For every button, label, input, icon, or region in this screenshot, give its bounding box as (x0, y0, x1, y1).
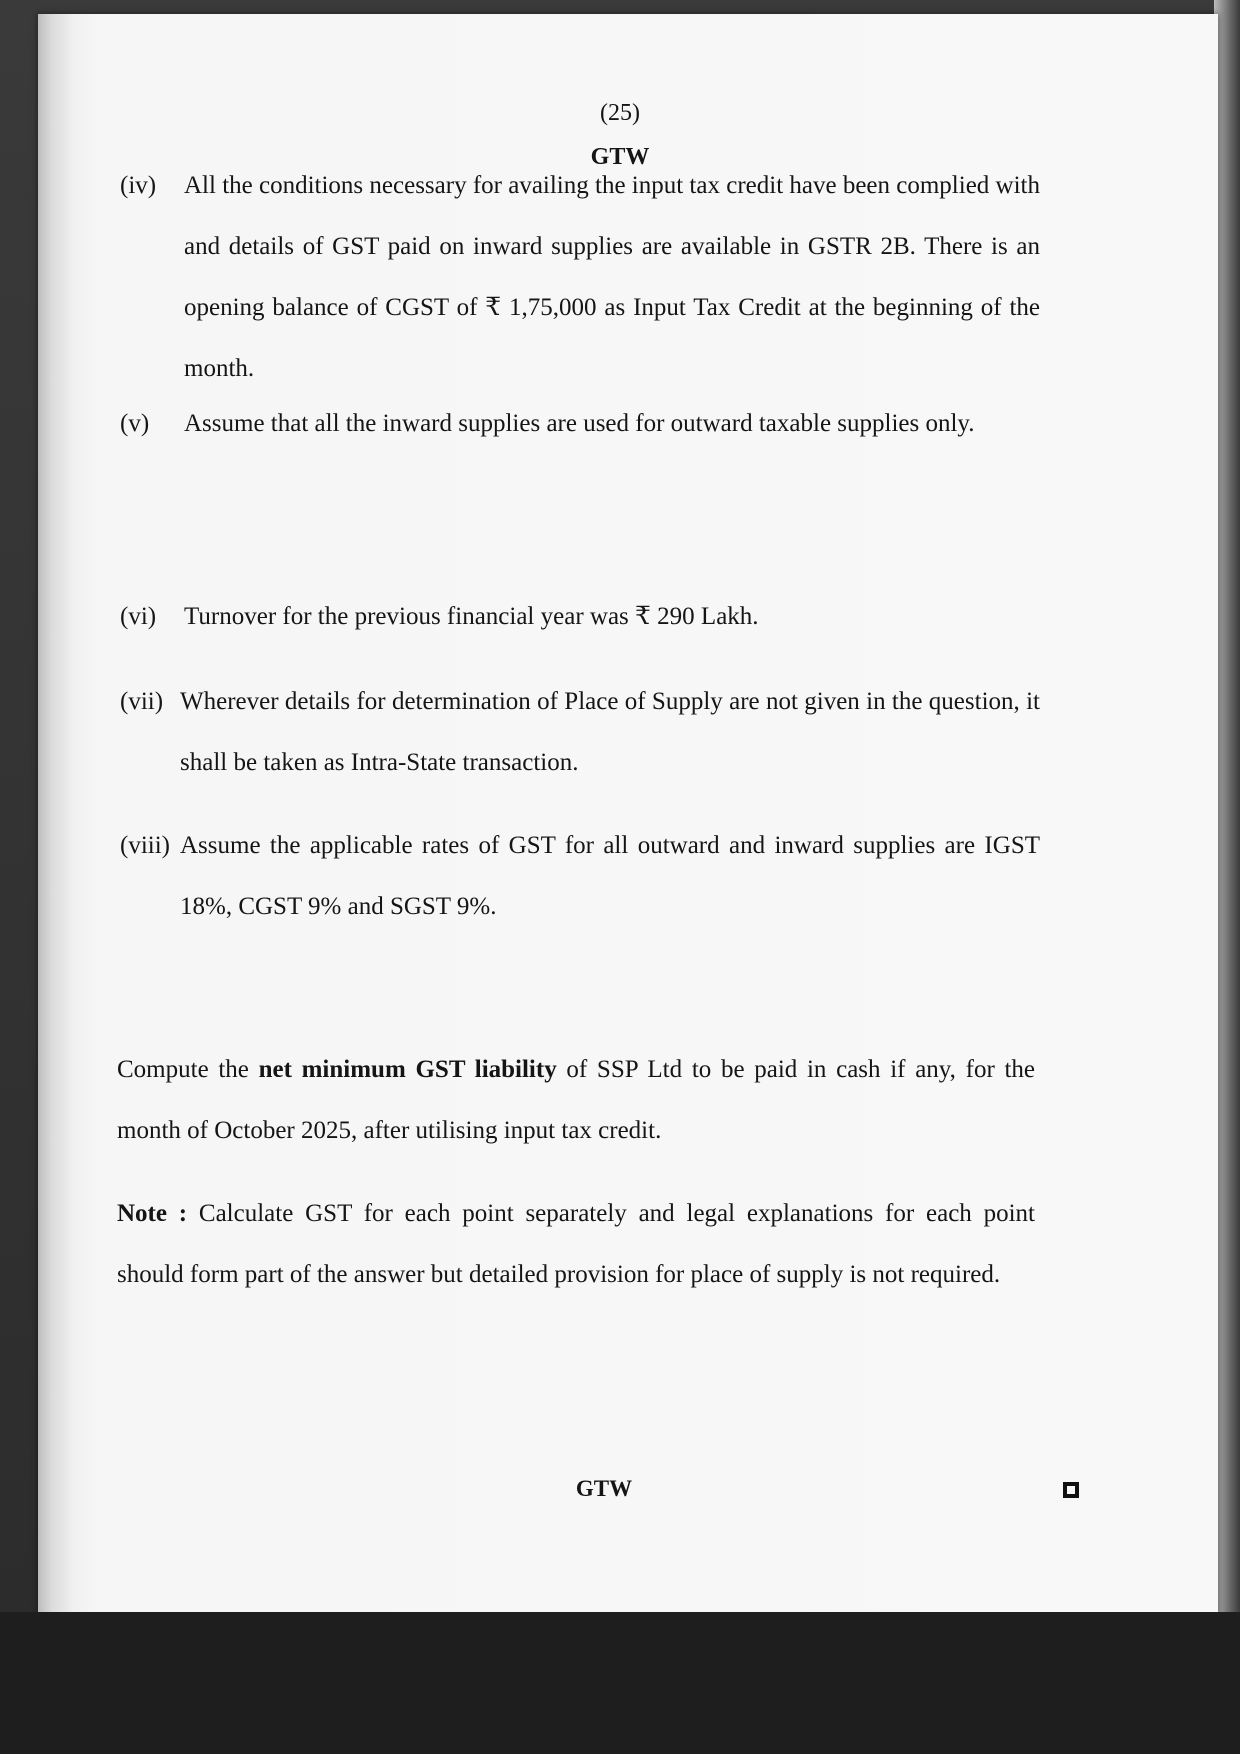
list-item-viii (120, 815, 1040, 937)
list-item-vi (120, 586, 1040, 647)
header-code: GTW (590, 144, 650, 170)
item-number: (viii) (120, 832, 170, 859)
item-text: Wherever details for determination of Place of Supply are not given in the question, it shall be taken as Intra-State transaction. (180, 688, 1040, 776)
question-prefix: Compute the (117, 1056, 259, 1083)
footer-code: GTW (575, 1476, 633, 1501)
item-text: Assume that all the inward supplies are used for outward taxable supplies only. (184, 410, 975, 437)
question-suffix: of SSP Ltd to be paid in cash if any, for the month of October 2025, after utilising input tax credit. (117, 1056, 1035, 1144)
item-number: (iv) (120, 172, 157, 199)
item-number: (v) (120, 410, 150, 437)
question-paragraph (117, 1039, 1035, 1161)
end-of-page-square-icon (1063, 1482, 1079, 1498)
item-number: (vi) (120, 603, 157, 630)
item-text: Turnover for the previous financial year was ₹ 290 Lakh. (184, 603, 759, 630)
note-label: Note : (117, 1200, 188, 1227)
list-item-iv (120, 155, 1040, 399)
list-item-vii (120, 671, 1040, 793)
item-text: Assume the applicable rates of GST for all outward and inward supplies are IGST 18%, CGST 9% and SGST 9%. (180, 832, 1040, 920)
note-paragraph (117, 1183, 1035, 1305)
scan-bottom-margin (0, 1612, 1240, 1754)
page-binding-shadow (38, 14, 72, 1614)
list-item-v (120, 393, 1040, 454)
item-number: (vii) (120, 688, 164, 715)
page-number: (25) (600, 100, 640, 126)
item-text: All the conditions necessary for availing the input tax credit have been complied with and details of GST paid on inward supplies are available in GSTR 2B. There is an opening balance of CGST of ₹ 1,75,000 as Input Tax Credit at the beginning of the month. (184, 172, 1040, 382)
question-emphasis: net minimum GST liability (258, 1056, 557, 1083)
note-text: Calculate GST for each point separately and legal explanations for each point should form part of the answer but detailed provision for place of supply is not required. (117, 1200, 1035, 1288)
